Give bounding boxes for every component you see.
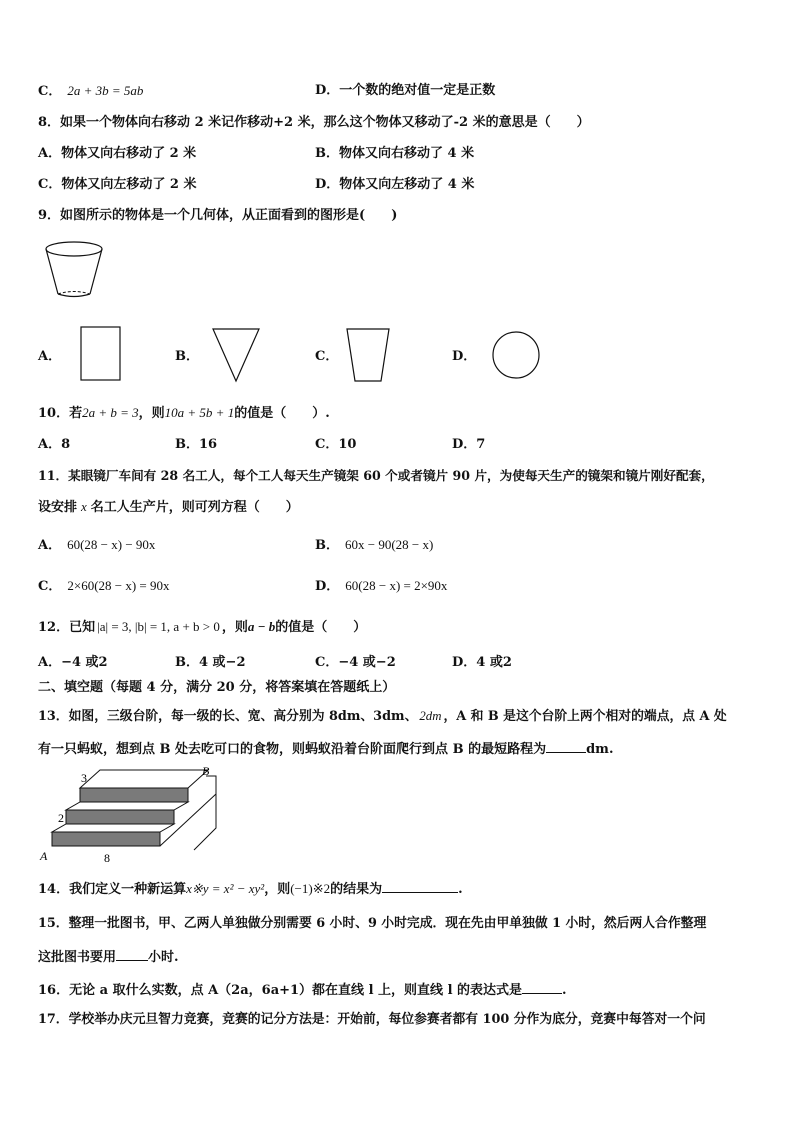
section-heading: 二、填空题（每题 4 分，满分 20 分，将答案填在答题纸上）: [38, 680, 396, 695]
point-b-label: B: [202, 764, 210, 778]
q13-stem-line2: 有一只蚂蚁，想到点 B 处去吃可口的食物，则蚂蚁沿着台阶面爬行到点 B 的最短路程为 dm.: [38, 738, 613, 759]
q11-stem-line1: 11．某眼镜厂车间有 28 名工人，每个工人每天生产镜架 60 个或者镜片 90 片，为使每天生产的镜架和镜片刚好配套，: [38, 468, 714, 483]
q9-stem: 9．如图所示的物体是一个几何体，从正面看到的图形是( ): [38, 208, 398, 223]
q16-stem: 16．无论 a 取什么实数，点 A（2a，6a+1）都在直线 l 上，则直线 l 的表达式是 .: [38, 979, 567, 1000]
q11-stem-line2: 设安排 x 名工人生产片，则可列方程（ ）: [38, 499, 299, 515]
q7-option-c: C． 2a + 3b = 5ab: [38, 83, 144, 99]
q8-option-c: C．物体又向左移动了 2 米: [38, 177, 197, 192]
point-a-label: A: [40, 849, 48, 863]
answer-blank[interactable]: [382, 878, 458, 893]
step-height-label: 2: [58, 811, 64, 825]
q10-option-b: B．16: [175, 437, 218, 452]
q10-option-d: D．7: [452, 437, 486, 452]
q9-option-a-label: A．: [38, 349, 62, 364]
q15-stem-line1: 15．整理一批图书，甲、乙两人单独做分别需要 6 小时、9 小时完成．现在先由甲单独做 1 小时，然后两人合作整理: [38, 916, 707, 931]
q8-stem: 8．如果一个物体向右移动 2 米记作移动+2 米，那么这个物体又移动了-2 米的意思是（ ）: [38, 115, 590, 130]
q15-stem-line2: 这批图书要用 小时.: [38, 946, 179, 967]
q10-option-a: A．8: [38, 437, 71, 452]
answer-blank[interactable]: [522, 979, 562, 994]
rectangle-shape: [80, 326, 122, 382]
q9-option-b-label: B．: [175, 349, 199, 364]
q8-option-b: B．物体又向右移动了 4 米: [315, 146, 475, 161]
q12-option-b: B．4 或−2: [175, 655, 246, 670]
q10-stem: 10．若2a + b = 3，则10a + 5b + 1的值是（ ）.: [38, 405, 330, 421]
answer-blank[interactable]: [116, 946, 148, 961]
trapezoid-shape: [345, 327, 391, 383]
inverted-triangle-shape: [211, 327, 261, 383]
q8-option-a: A．物体又向右移动了 2 米: [38, 146, 197, 161]
q14-stem: 14．我们定义一种新运算x※y = x² − xy²，则(−1)※2的结果为 .: [38, 878, 463, 899]
cup-solid-figure: [44, 240, 106, 302]
q11-option-a: A． 60(28 − x) − 90x: [38, 537, 156, 553]
q10-option-c: C．10: [315, 437, 357, 452]
q11-option-c: C． 2×60(28 − x) = 90x: [38, 578, 170, 594]
q9-option-d-label: D．: [452, 349, 477, 364]
q13-stem-line1: 13．如图，三级台阶，每一级的长、宽、高分别为 8dm、3dm、 2dm ，A 和 B 是这个台阶上两个相对的端点，点 A 处: [38, 709, 727, 724]
q12-stem: 12．已知 |a| = 3, |b| = 1, a + b > 0 ，则a − b的值是（ ）: [38, 619, 367, 635]
answer-blank[interactable]: [546, 738, 586, 753]
q9-option-c-label: C．: [315, 349, 339, 364]
q7-option-d: D．一个数的绝对值一定是正数: [315, 83, 496, 98]
circle-shape: [491, 330, 541, 380]
q12-option-d: D．4 或2: [452, 655, 512, 670]
q12-option-c: C．−4 或−2: [315, 655, 396, 670]
q11-option-d: D． 60(28 − x) = 2×90x: [315, 578, 448, 594]
q8-option-d: D．物体又向左移动了 4 米: [315, 177, 475, 192]
step-width-label: 3: [81, 771, 87, 785]
staircase-figure: [36, 764, 226, 866]
q11-option-b: B． 60x − 90(28 − x): [315, 537, 434, 553]
step-length-label: 8: [104, 851, 110, 865]
q17-stem-line1: 17．学校举办庆元旦智力竞赛，竞赛的记分方法是：开始前，每位参赛者都有 100 分作为底分，竞赛中每答对一个问: [38, 1012, 706, 1027]
q12-option-a: A．−4 或2: [38, 655, 108, 670]
